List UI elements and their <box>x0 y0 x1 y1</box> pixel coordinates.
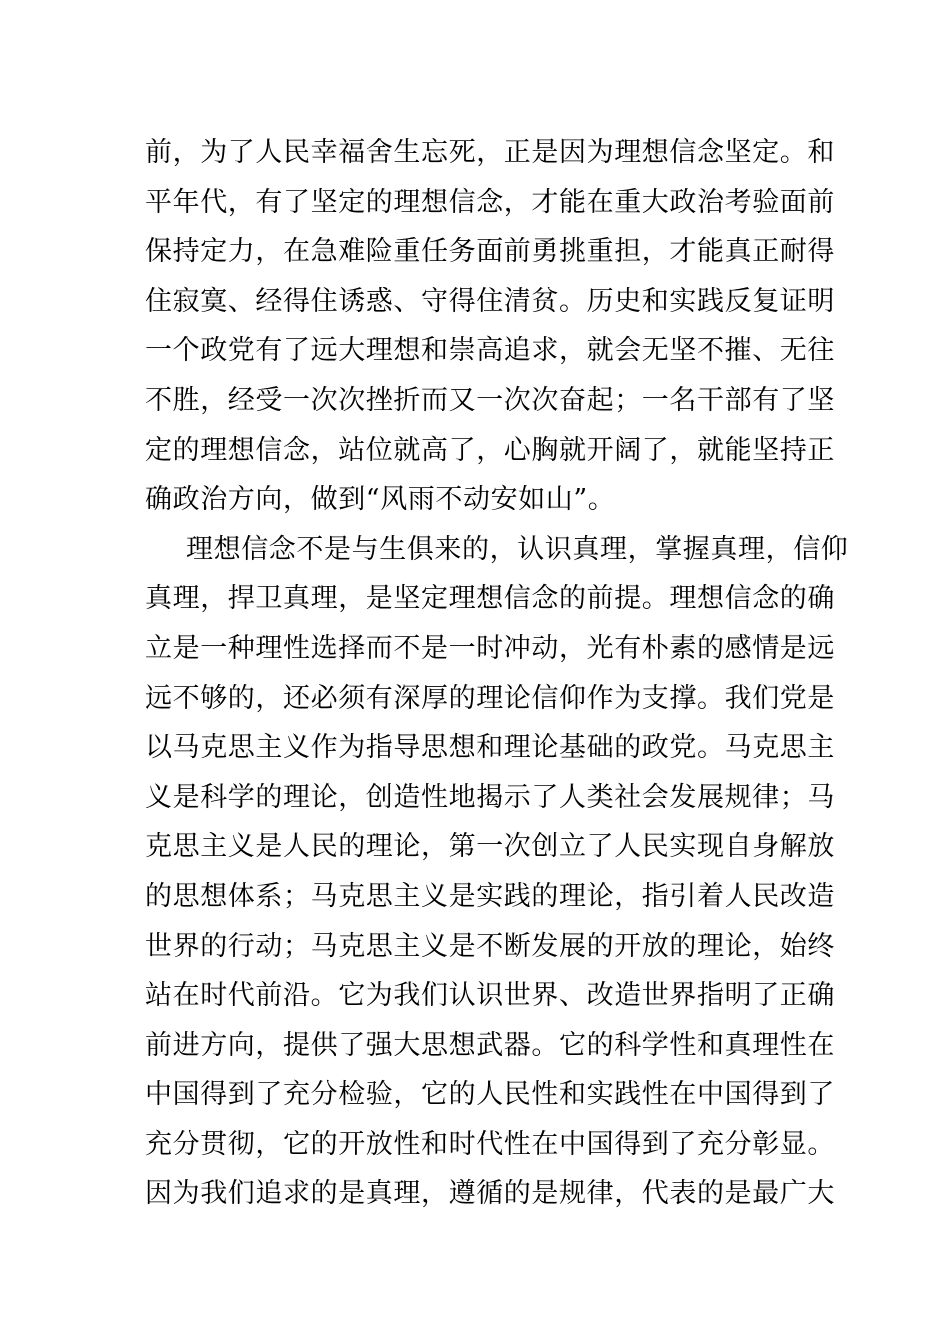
text-line: 保持定力，在急难险重任务面前勇挑重担，才能真正耐得 <box>145 236 835 268</box>
text-line: 充分贯彻，它的开放性和时代性在中国得到了充分彰显。 <box>145 1128 835 1160</box>
text-line: 以马克思主义作为指导思想和理论基础的政党。马克思主 <box>145 732 835 764</box>
text-line: 世界的行动；马克思主义是不断发展的开放的理论，始终 <box>145 930 835 962</box>
text-line: 住寂寞、经得住诱惑、守得住清贫。历史和实践反复证明 <box>145 285 835 317</box>
text-line: 站在时代前沿。它为我们认识世界、改造世界指明了正确 <box>145 980 835 1012</box>
text-line: 真理，捍卫真理，是坚定理想信念的前提。理想信念的确 <box>145 583 835 615</box>
text-line: 一个政党有了远大理想和崇高追求，就会无坚不摧、无往 <box>145 335 835 367</box>
text-line: 立是一种理性选择而不是一时冲动，光有朴素的感情是远 <box>145 632 835 664</box>
text-line: 不胜，经受一次次挫折而又一次次奋起；一名干部有了坚 <box>145 384 835 416</box>
text-line: 中国得到了充分检验，它的人民性和实践性在中国得到了 <box>145 1079 835 1111</box>
text-line: 平年代，有了坚定的理想信念，才能在重大政治考验面前 <box>145 186 835 218</box>
paragraph-first-line: 理想信念不是与生俱来的，认识真理，掌握真理，信仰 <box>186 533 849 565</box>
text-line: 因为我们追求的是真理，遵循的是规律，代表的是最广大 <box>145 1178 835 1210</box>
text-line: 远不够的，还必须有深厚的理论信仰作为支撑。我们党是 <box>145 682 835 714</box>
text-line: 前，为了人民幸福舍生忘死，正是因为理想信念坚定。和 <box>145 137 835 168</box>
text-line: 前进方向，提供了强大思想武器。它的科学性和真理性在 <box>145 1029 835 1061</box>
text-line: 克思主义是人民的理论，第一次创立了人民实现自身解放 <box>145 831 835 863</box>
text-line: 确政治方向，做到“风雨不动安如山”。 <box>145 484 616 516</box>
text-line: 义是科学的理论，创造性地揭示了人类社会发展规律；马 <box>145 781 835 813</box>
body-text <box>145 128 849 1219</box>
text-line: 的思想体系；马克思主义是实践的理论，指引着人民改造 <box>145 880 835 912</box>
text-line: 定的理想信念，站位就高了，心胸就开阔了，就能坚持正 <box>145 434 835 466</box>
